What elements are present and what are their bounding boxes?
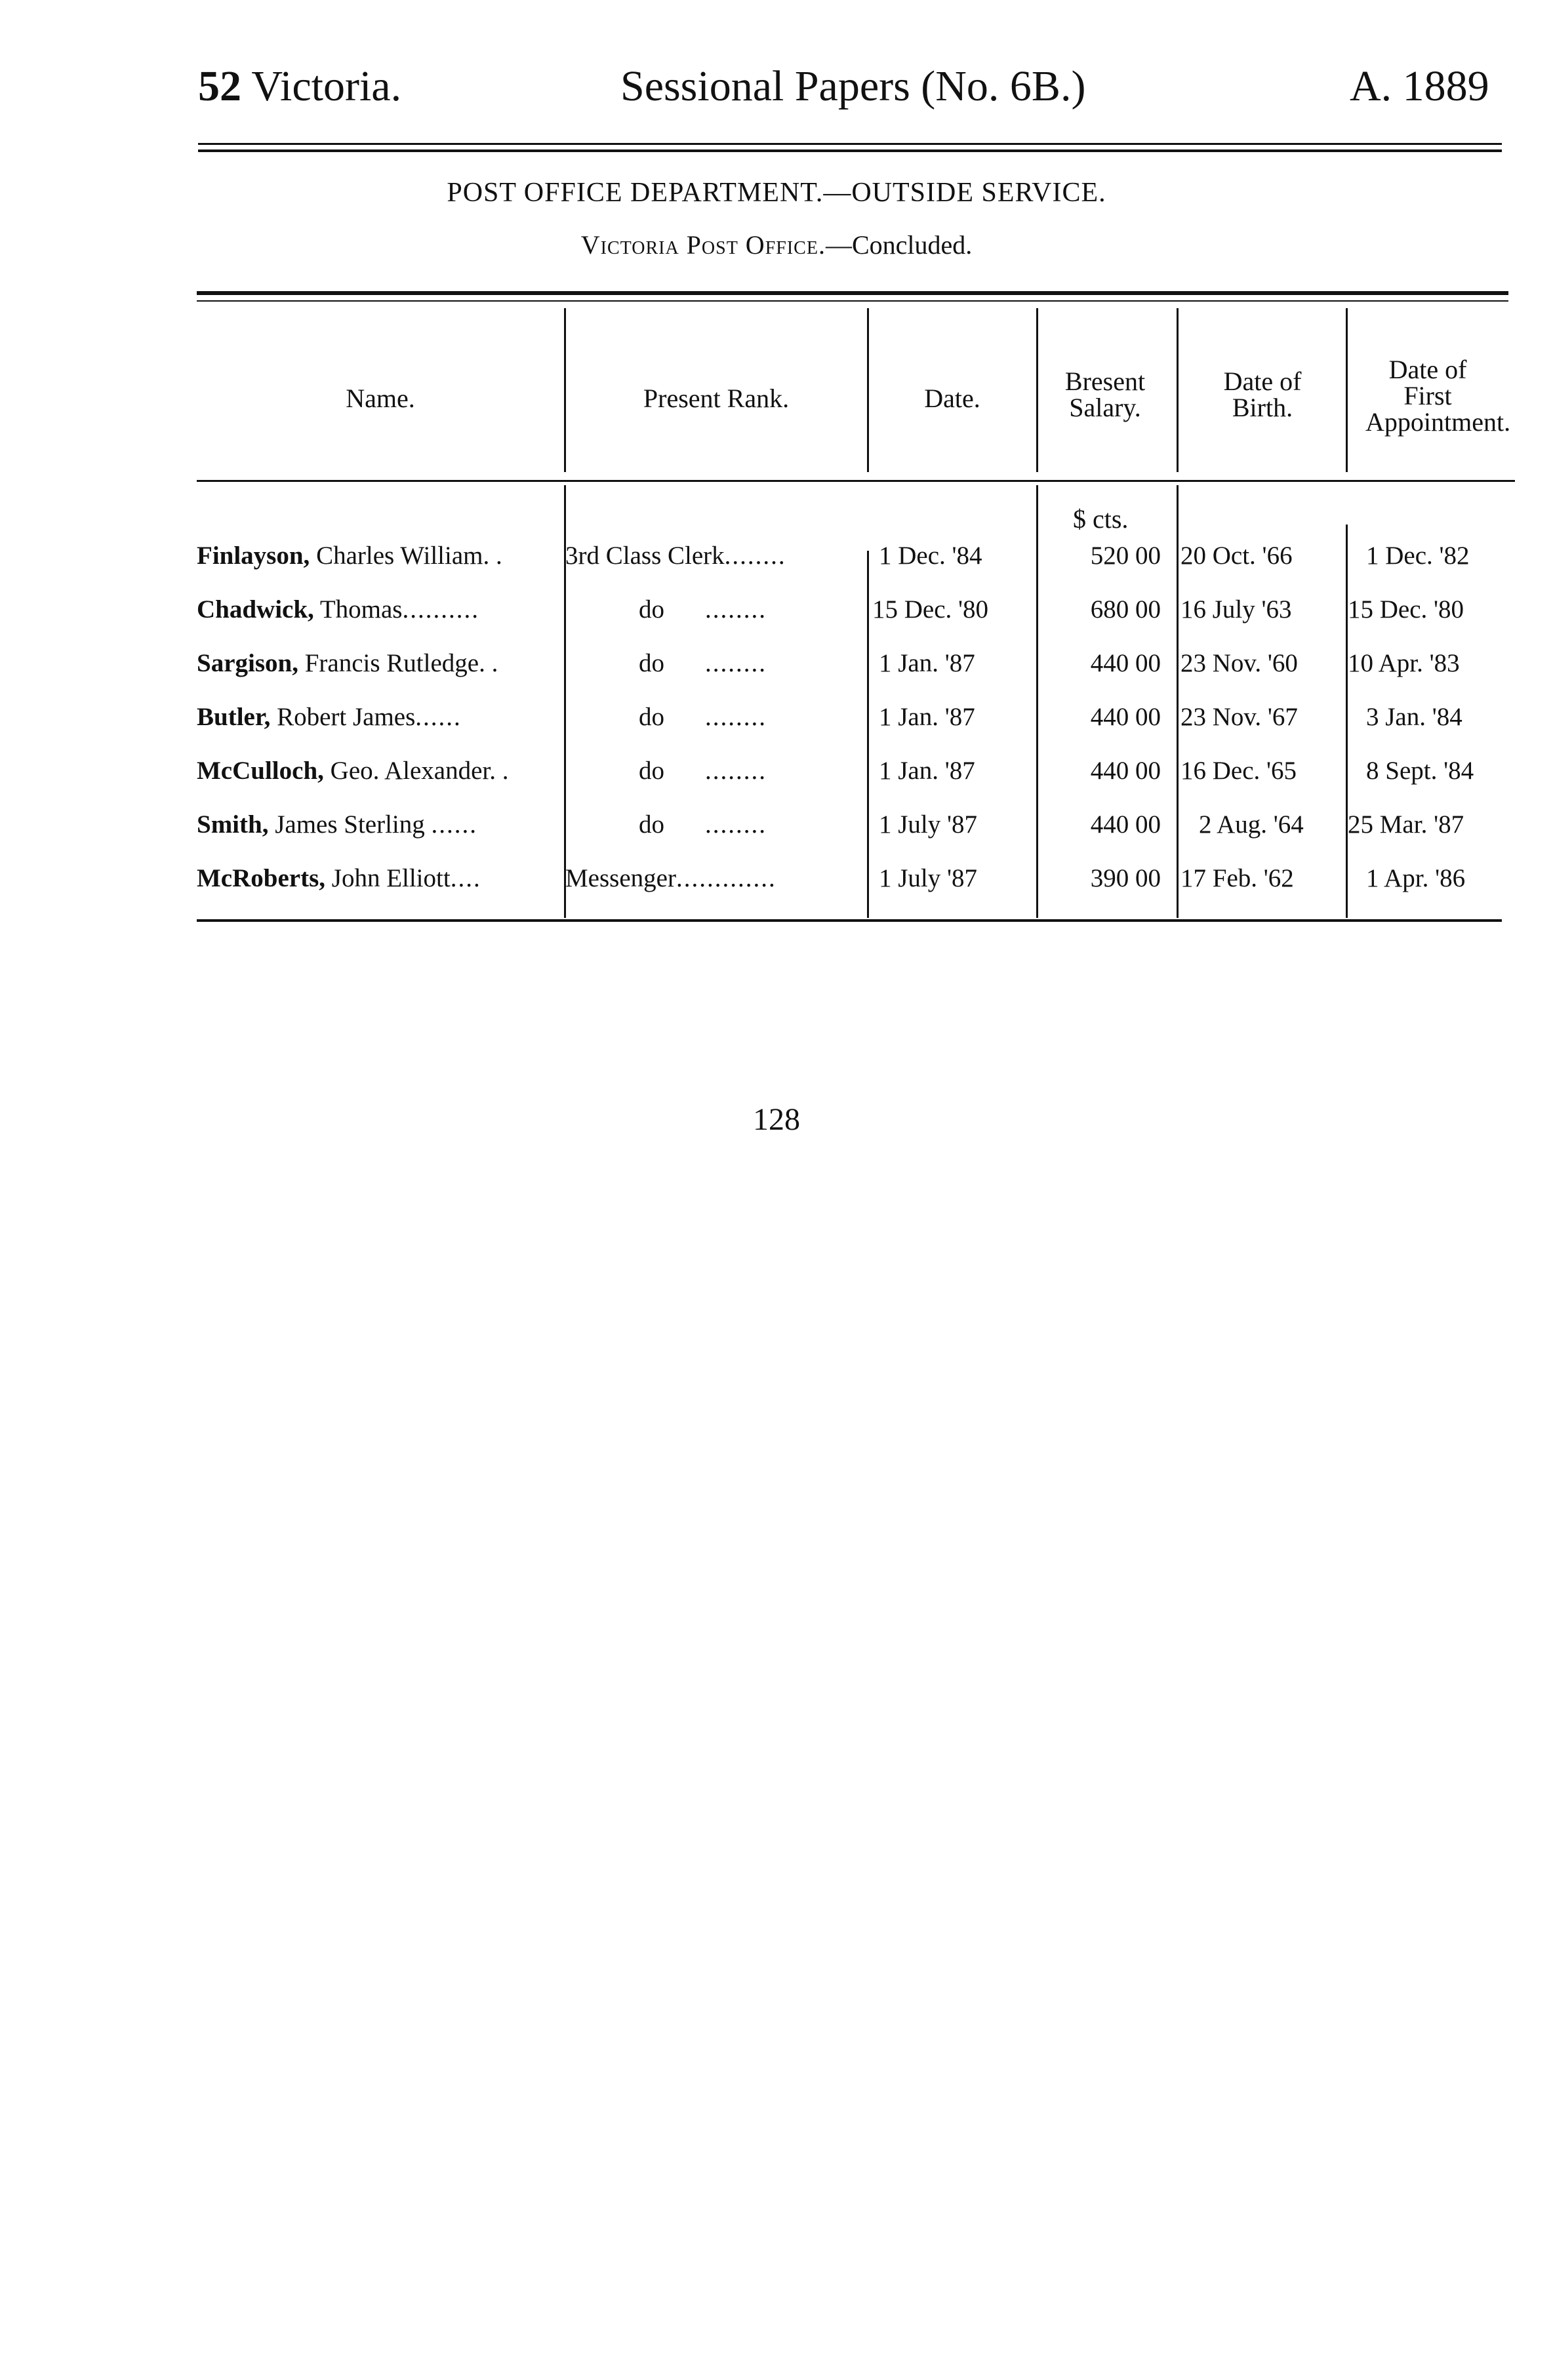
row-name (197, 595, 565, 624)
subtitle-suffix: —Concluded. (825, 230, 973, 260)
body-divider-2 (867, 551, 869, 918)
row-appointment: 15 Dec. '80 (1348, 595, 1464, 624)
col-divider-3 (1036, 308, 1038, 472)
row-date: 15 Dec. '80 (872, 595, 989, 624)
name-leader: ...... (415, 703, 462, 731)
col-header-salary: Bresent Salary. (1064, 367, 1146, 422)
row-date: 1 Jan. '87 (879, 703, 975, 731)
row-appointment: 10 Apr. '83 (1348, 649, 1460, 677)
row-birth: 23 Nov. '67 (1180, 703, 1298, 731)
rank-leader: ........ (705, 649, 767, 677)
row-name (197, 864, 565, 893)
surname: McCulloch, (197, 757, 324, 785)
row-name (197, 649, 565, 678)
header-bottom-rule (197, 480, 1515, 482)
row-date: 1 Dec. '84 (879, 542, 982, 570)
row-rank (565, 810, 866, 839)
row-rank (565, 542, 866, 570)
row-birth: 2 Aug. '64 (1199, 810, 1304, 839)
given-names: James Sterling (268, 810, 425, 839)
row-date: 1 July '87 (879, 864, 978, 892)
name-leader: .... (450, 864, 481, 892)
row-birth: 23 Nov. '60 (1180, 649, 1298, 677)
row-salary: 680 00 (1090, 595, 1161, 624)
row-salary: 440 00 (1090, 649, 1161, 677)
surname: Smith, (197, 810, 269, 839)
col-divider-4 (1177, 308, 1179, 472)
row-birth: 20 Oct. '66 (1180, 542, 1293, 570)
rank-text: do (639, 810, 664, 839)
col-header-rank: Present Rank. (643, 384, 790, 413)
given-names: John Elliott (325, 864, 451, 892)
table-top-rule (197, 291, 1508, 295)
row-appointment: 1 Dec. '82 (1366, 542, 1470, 570)
col-divider-5 (1346, 308, 1348, 472)
rank-leader: ............. (676, 864, 776, 892)
given-names: Charles William. . (310, 542, 502, 570)
name-leader: ...... (431, 810, 478, 839)
surname: Finlayson, (197, 542, 310, 570)
row-appointment: 3 Jan. '84 (1366, 703, 1462, 731)
row-salary: 440 00 (1090, 757, 1161, 785)
rank-text: do (639, 595, 664, 624)
session-name: Victoria. (251, 62, 402, 110)
row-rank (565, 757, 866, 785)
row-birth: 16 July '63 (1180, 595, 1292, 624)
rank-leader: ........ (705, 757, 767, 785)
surname: Butler, (197, 703, 271, 731)
row-appointment: 1 Apr. '86 (1366, 864, 1466, 892)
row-name (197, 542, 565, 570)
surname: Sargison, (197, 649, 298, 677)
row-name (197, 757, 565, 785)
row-rank (565, 703, 866, 732)
department-title: POST OFFICE DEPARTMENT.—OUTSIDE SERVICE. (447, 178, 1106, 208)
session-label (198, 60, 401, 113)
rank-text: 3rd Class Clerk (565, 542, 725, 570)
body-divider-4 (1177, 485, 1179, 918)
series-title: Sessional Papers (No. 6B.) (620, 62, 1086, 110)
header-rule-top (198, 143, 1502, 145)
header-rule-bottom (198, 149, 1502, 152)
rank-text: Messenger (565, 864, 676, 892)
body-divider-3 (1036, 485, 1038, 918)
rank-text: do (639, 649, 664, 677)
given-names: Francis Rutledge. . (298, 649, 498, 677)
row-date: 1 July '87 (879, 810, 978, 839)
given-names: Robert James (270, 703, 416, 731)
rank-leader: ........ (724, 542, 786, 570)
row-salary: 390 00 (1090, 864, 1161, 892)
name-leader: .......... (402, 595, 479, 624)
table-top-rule-thin (197, 300, 1508, 302)
row-rank (565, 864, 866, 893)
col-header-appointment: Date of First Appointment. (1365, 355, 1511, 437)
row-birth: 16 Dec. '65 (1180, 757, 1297, 785)
session-number: 52 (198, 62, 241, 110)
rank-leader: ........ (705, 703, 767, 731)
row-salary: 440 00 (1090, 810, 1161, 839)
row-name (197, 703, 565, 732)
surname: Chadwick, (197, 595, 314, 624)
row-appointment: 8 Sept. '84 (1366, 757, 1474, 785)
rank-leader: ........ (705, 595, 767, 624)
row-salary: 440 00 (1090, 703, 1161, 731)
row-appointment: 25 Mar. '87 (1348, 810, 1464, 839)
row-date: 1 Jan. '87 (879, 757, 975, 785)
row-salary: 520 00 (1090, 542, 1161, 570)
col-header-date: Date. (924, 384, 980, 413)
row-date: 1 Jan. '87 (879, 649, 975, 677)
page-number: 128 (753, 1102, 800, 1137)
rank-text: do (639, 757, 664, 785)
rank-leader: ........ (705, 810, 767, 839)
row-rank (565, 649, 866, 678)
year-label: A. 1889 (1350, 62, 1489, 110)
office-subtitle (0, 229, 1553, 260)
col-header-birth: Date of Birth. (1223, 367, 1302, 422)
table-bottom-rule (197, 919, 1502, 922)
col-header-name: Name. (346, 384, 415, 413)
office-name: Victoria Post Office. (580, 230, 826, 260)
rank-text: do (639, 703, 664, 731)
surname: McRoberts, (197, 864, 326, 892)
row-rank (565, 595, 866, 624)
row-name (197, 810, 565, 839)
row-birth: 17 Feb. '62 (1180, 864, 1294, 892)
given-names: Thomas (313, 595, 403, 624)
salary-units: $ cts. (1073, 504, 1129, 534)
given-names: Geo. Alexander. . (323, 757, 509, 785)
